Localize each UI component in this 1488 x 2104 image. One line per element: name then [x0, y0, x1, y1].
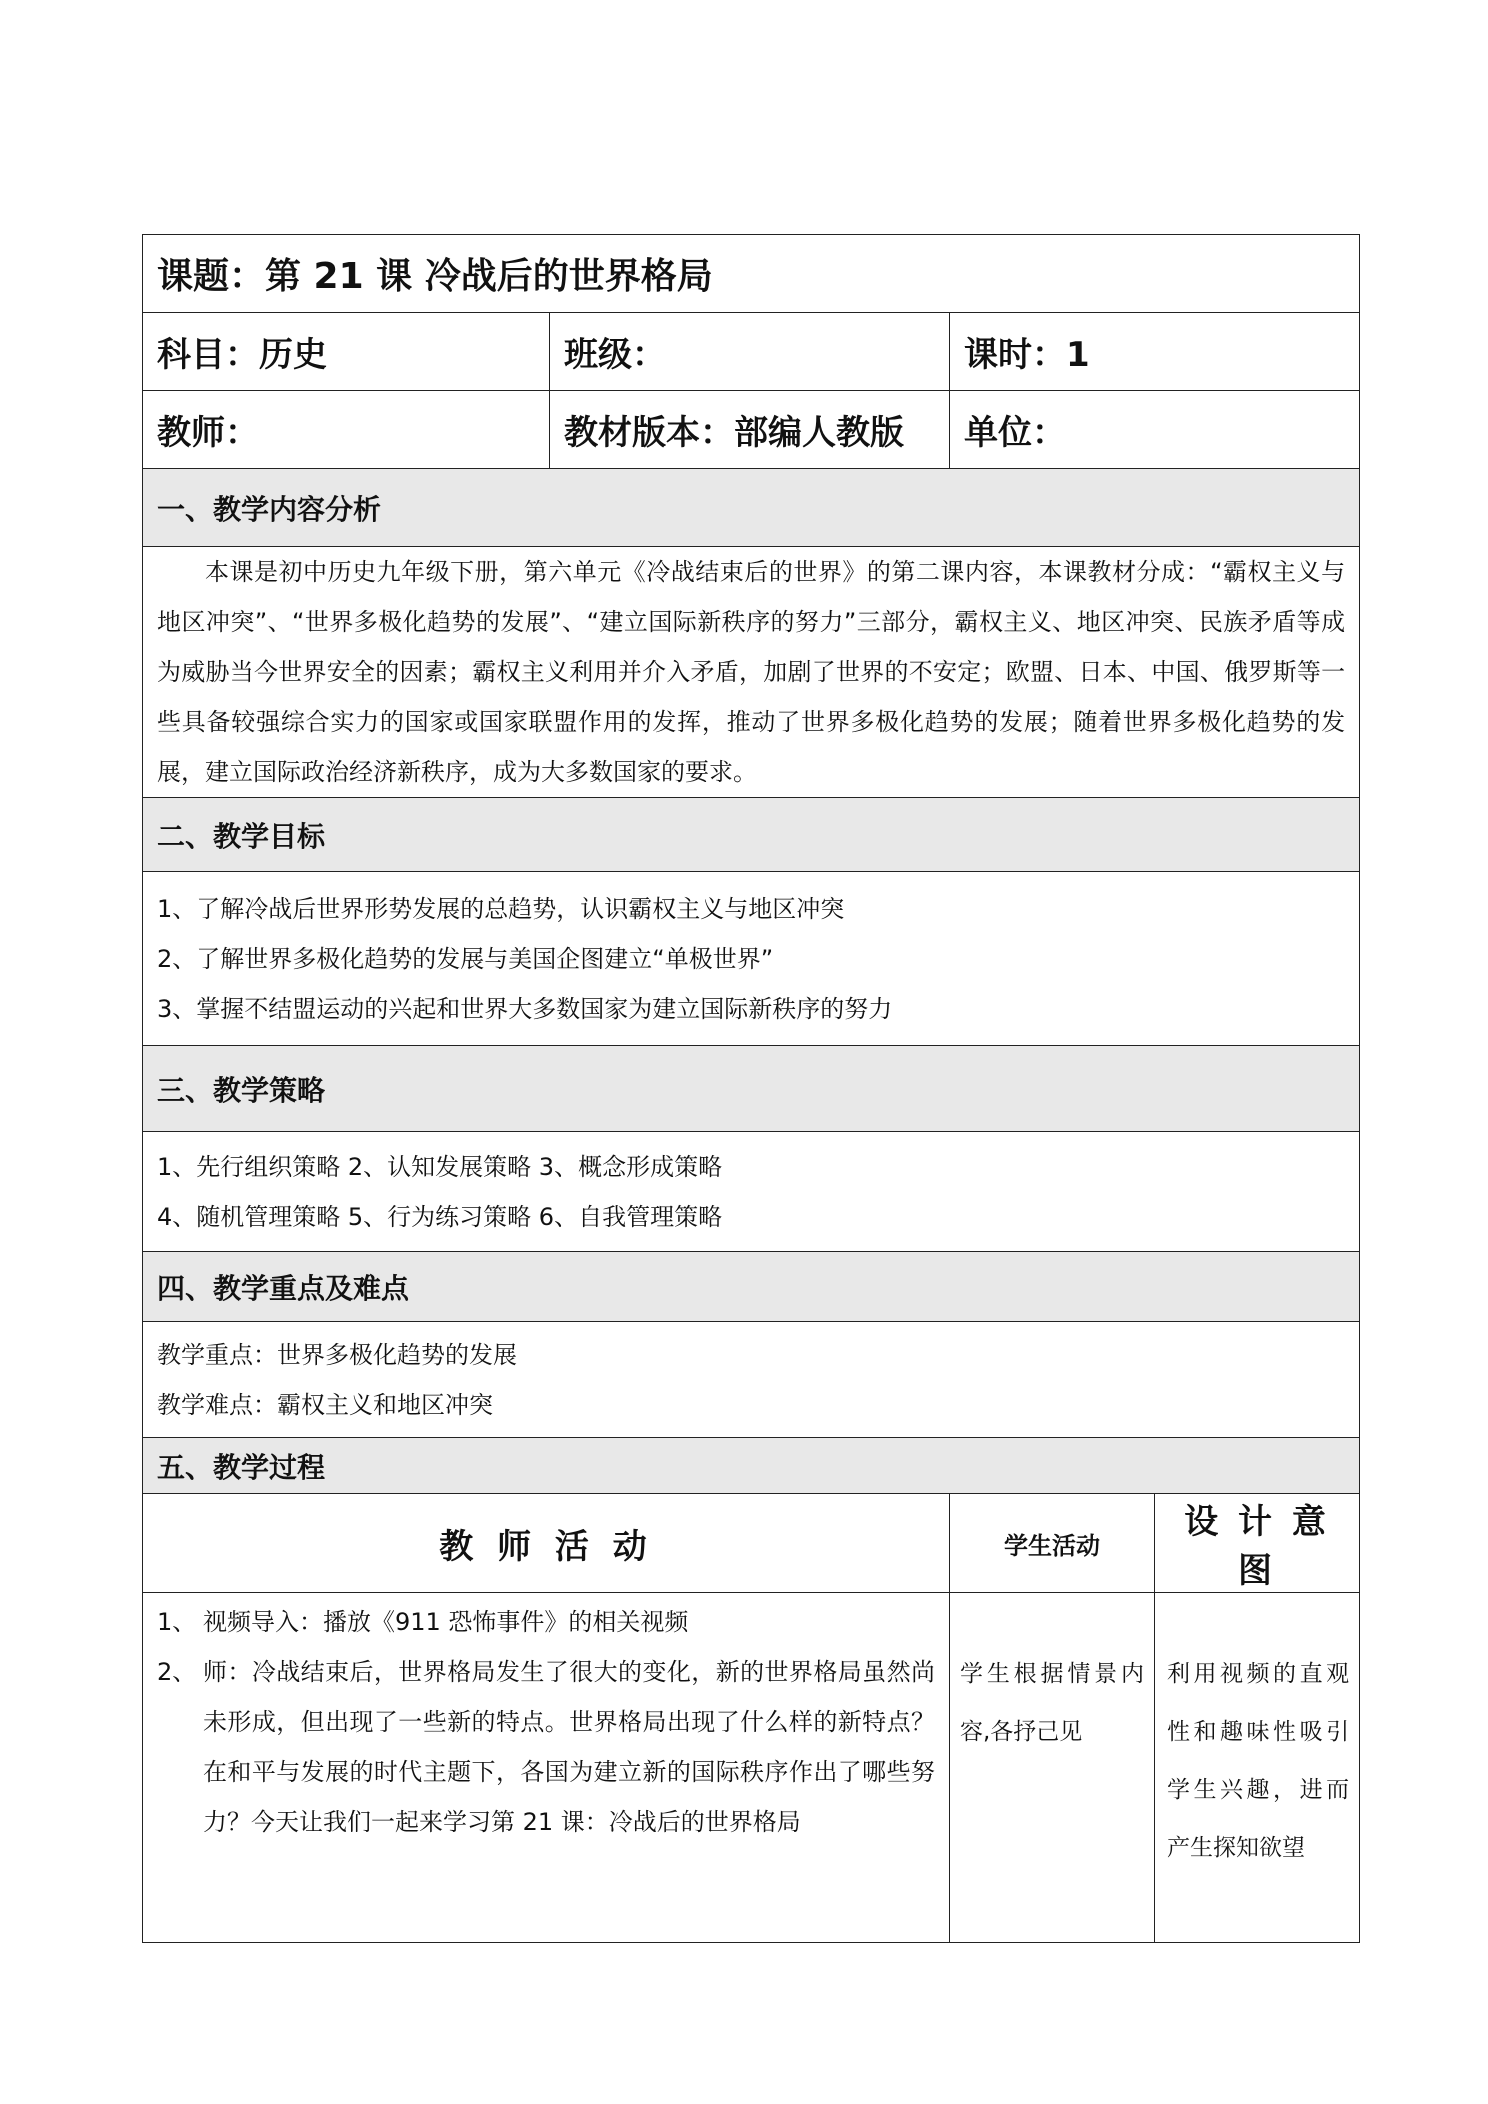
hours-cell: 课时：1 — [950, 313, 1360, 391]
item-number: 1、 — [157, 1608, 197, 1636]
list-item: 1、了解冷战后世界形势发展的总趋势，认识霸权主义与地区冲突 — [157, 894, 845, 923]
list-item: 2、了解世界多极化趋势的发展与美国企图建立“单极世界” — [157, 944, 774, 973]
column-header-design: 设 计 意 图 — [1155, 1494, 1360, 1593]
design-intent-cell: 利用视频的直观性和趣味性吸引学生兴趣，进而产生探知欲望 — [1155, 1593, 1360, 1943]
section-heading: 三、教学策略 — [143, 1046, 1360, 1132]
content-analysis-cell — [143, 547, 1360, 798]
item-text: 师：冷战结束后，世界格局发生了很大的变化，新的世界格局虽然尚未形成，但出现了一些新的特点。世界格局出现了什么样的新特点？在和平与发展的时代主题下，各国为建立新的国际秩序作出了哪些努力？今天让我们一起来学习第 21 课：冷战后的世界格局 — [203, 1658, 935, 1836]
list-item — [157, 1647, 935, 1847]
list-item: 教学难点：霸权主义和地区冲突 — [157, 1390, 493, 1419]
teacher-cell: 教师： — [143, 391, 550, 469]
lesson-title: 课题：第 21 课 冷战后的世界格局 — [143, 235, 1360, 313]
list-item — [157, 1597, 935, 1647]
section-heading: 四、教学重点及难点 — [143, 1252, 1360, 1322]
unit-cell: 单位： — [950, 391, 1360, 469]
column-header-student: 学生活动 — [950, 1494, 1155, 1593]
section-heading: 一、教学内容分析 — [143, 469, 1360, 547]
column-header-teacher: 教 师 活 动 — [143, 1494, 950, 1593]
list-item: 4、随机管理策略 5、行为练习策略 6、自我管理策略 — [157, 1202, 723, 1231]
section-heading: 五、教学过程 — [143, 1438, 1360, 1494]
subject-cell: 科目：历史 — [143, 313, 550, 391]
textbook-cell: 教材版本：部编人教版 — [550, 391, 950, 469]
key-points-cell — [143, 1322, 1360, 1438]
class-cell: 班级： — [550, 313, 950, 391]
list-item: 教学重点：世界多极化趋势的发展 — [157, 1340, 517, 1369]
item-number: 2、 — [157, 1658, 197, 1686]
lesson-plan-table — [142, 234, 1360, 1943]
strategy-cell — [143, 1132, 1360, 1252]
objectives-cell — [143, 872, 1360, 1046]
lesson-plan — [142, 234, 1359, 1943]
content-analysis-text: 本课是初中历史九年级下册，第六单元《冷战结束后的世界》的第二课内容，本课教材分成：“霸权主义与地区冲突”、“世界多极化趋势的发展”、“建立国际新秩序的努力”三部分，霸权主义、地区冲突、民族矛盾等成为威胁当今世界安全的因素；霸权主义利用并介入矛盾，加剧了世界的不安定；欧盟、日本、中国、俄罗斯等一些具备较强综合实力的国家或国家联盟作用的发挥，推动了世界多极化趋势的发展；随着世界多极化趋势的发展，建立国际政治经济新秩序，成为大多数国家的要求。 — [157, 558, 1346, 786]
student-activity-cell: 学生根据情景内容,各抒己见 — [950, 1593, 1155, 1943]
item-text: 视频导入：播放《911 恐怖事件》的相关视频 — [203, 1608, 689, 1636]
list-item: 1、先行组织策略 2、认知发展策略 3、概念形成策略 — [157, 1152, 723, 1181]
section-heading: 二、教学目标 — [143, 798, 1360, 872]
list-item: 3、掌握不结盟运动的兴起和世界大多数国家为建立国际新秩序的努力 — [157, 994, 893, 1023]
teacher-activity-cell — [143, 1593, 950, 1943]
